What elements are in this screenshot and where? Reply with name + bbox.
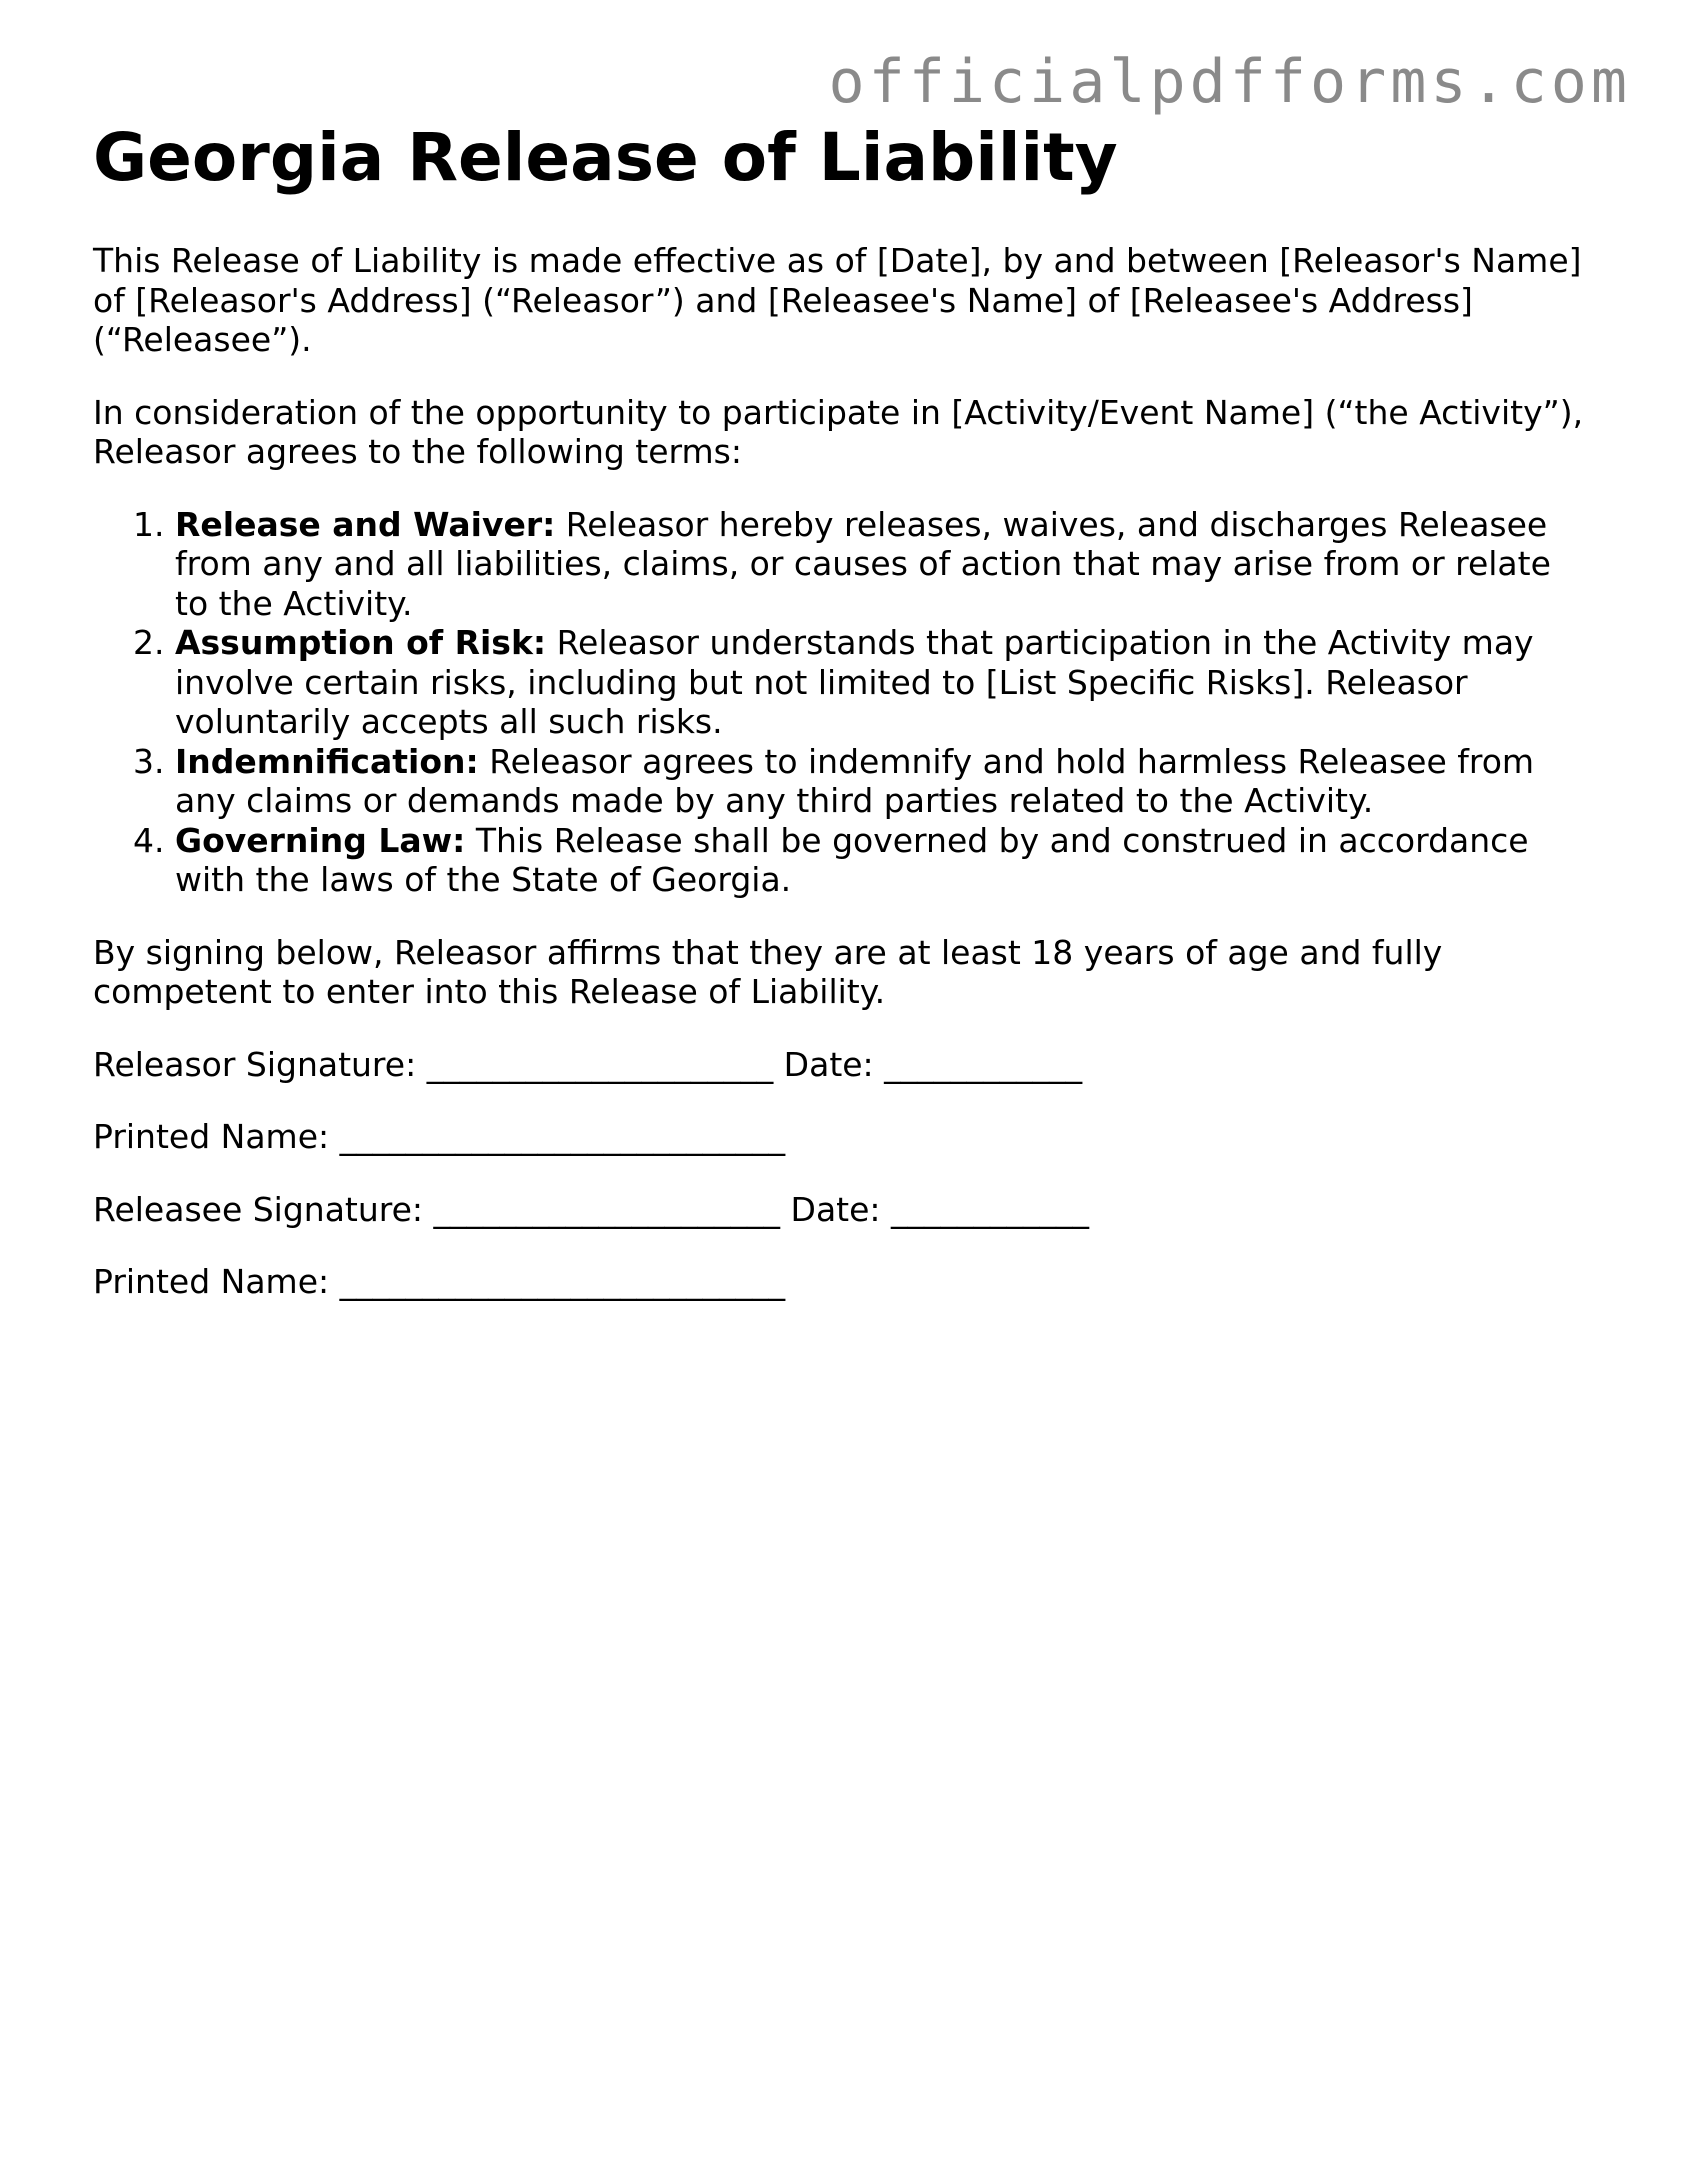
releasor-printed-name-line[interactable]: Printed Name: ___________________________ bbox=[93, 1117, 786, 1156]
terms-list bbox=[93, 505, 1593, 900]
term-text: Releasor agrees to indemnify and hold harmless Releasee from any claims or demands made by any third parties related to the Activity. bbox=[175, 741, 1535, 820]
consideration-paragraph: In consideration of the opportunity to participate in [Activity/Event Name] (“the Activity”), Releasor agrees to the following terms: bbox=[93, 392, 1584, 471]
intro-paragraph: This Release of Liability is made effective as of [Date], by and between [Releasor's Name] of [Releasor's Address] (“Releasor”) and [Releasee's Name] of [Releasee's Address] (“Releasee”). bbox=[93, 241, 1582, 359]
term-title: Indemnification: bbox=[175, 741, 479, 781]
term-assumption-of-risk bbox=[175, 623, 1593, 742]
watermark: officialpdfforms.com bbox=[828, 47, 1631, 117]
term-text: Releasor hereby releases, waives, and discharges Releasee from any and all liabilities, claims, or causes of action that may arise from or relate to the Activity. bbox=[175, 504, 1551, 623]
term-indemnification bbox=[175, 742, 1593, 821]
term-text: Releasor understands that participation in the Activity may involve certain risks, including but not limited to [List Specific Risks]. Releasor voluntarily accepts all such risks. bbox=[175, 623, 1534, 741]
term-release-and-waiver bbox=[175, 505, 1593, 624]
term-governing-law bbox=[175, 821, 1593, 900]
affirmation-paragraph: By signing below, Releasor affirms that they are at least 18 years of age and fully competent to enter into this Release of Liability. bbox=[93, 932, 1443, 1011]
term-title: Release and Waiver: bbox=[175, 504, 556, 544]
releasor-signature-line[interactable]: Releasor Signature: _____________________ Date: ____________ bbox=[93, 1044, 1083, 1084]
document-title: Georgia Release of Liability bbox=[93, 119, 1118, 196]
document-page bbox=[93, 118, 1593, 1302]
term-title: Governing Law: bbox=[175, 820, 466, 860]
releasee-signature-line[interactable]: Releasee Signature: _____________________ Date: ____________ bbox=[93, 1189, 1090, 1229]
term-text: This Release shall be governed by and construed in accordance with the laws of the State of Georgia. bbox=[175, 820, 1529, 899]
releasee-printed-name-line[interactable]: Printed Name: ___________________________ bbox=[93, 1262, 786, 1301]
term-title: Assumption of Risk: bbox=[175, 623, 547, 662]
